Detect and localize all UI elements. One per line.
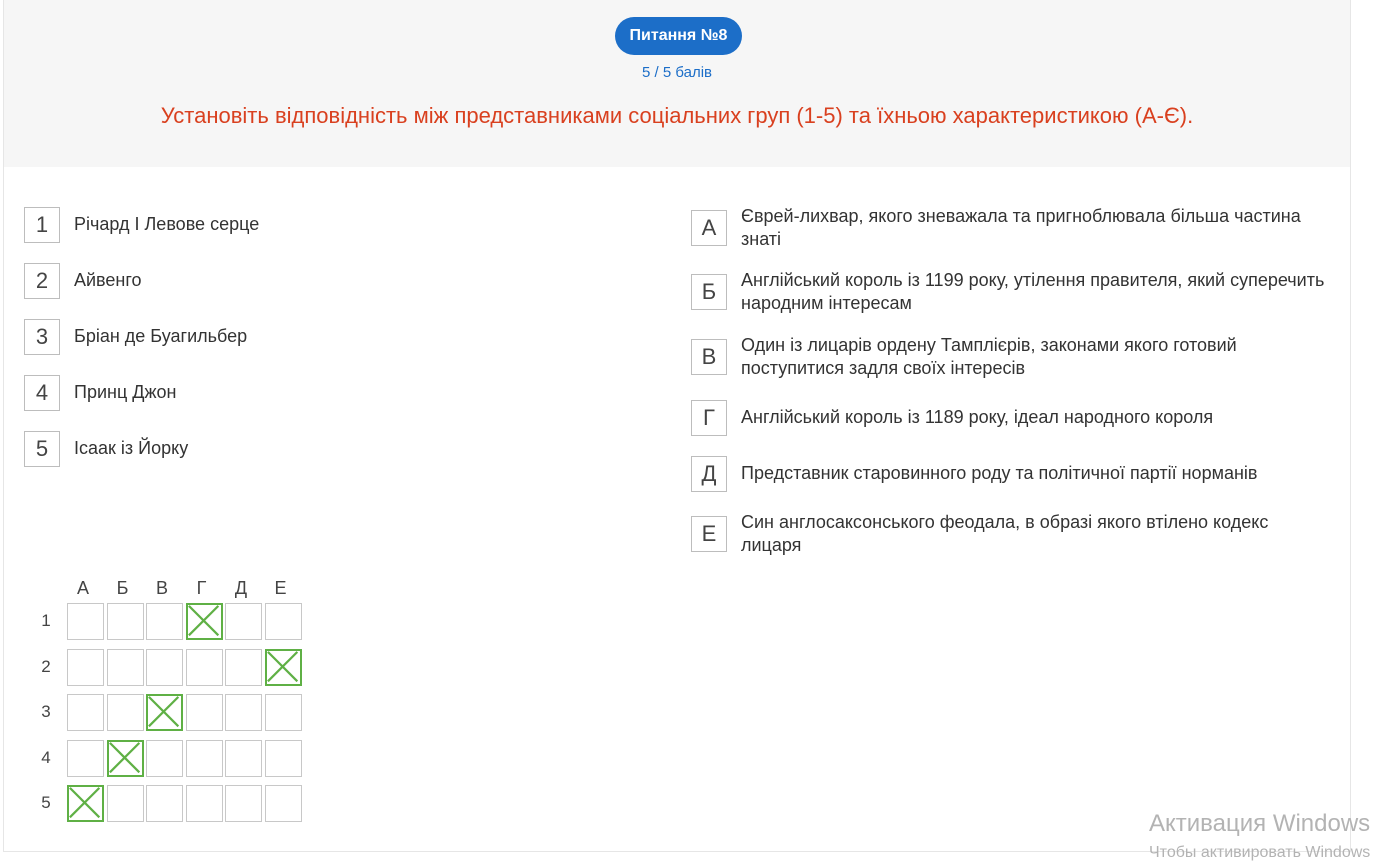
right-item-text: Один із лицарів ордену Тамплієрів, законами якого готовий поступитися задля своїх інтересів xyxy=(741,335,1237,378)
grid-cell[interactable] xyxy=(265,740,302,777)
windows-activation-title: Активация Windows xyxy=(1149,810,1371,837)
grid-row-header: 4 xyxy=(41,747,51,767)
left-item-text: Бріан де Буагильбер xyxy=(74,326,248,346)
grid-cell[interactable] xyxy=(265,785,302,822)
grid-cell[interactable] xyxy=(225,649,262,686)
cross-mark-icon xyxy=(188,605,221,638)
right-item-letter: Б xyxy=(691,274,727,310)
grid-cell[interactable] xyxy=(146,785,183,822)
grid-cell[interactable] xyxy=(225,740,262,777)
left-item-number: 4 xyxy=(24,375,60,411)
right-item-text: Єврей-лихвар, якого зневажала та пригноблювала більша частина знаті xyxy=(741,206,1301,249)
grid-cell[interactable] xyxy=(67,694,104,731)
left-item-number: 1 xyxy=(24,207,60,243)
left-item-text: Айвенго xyxy=(74,270,142,290)
right-item xyxy=(691,269,1331,315)
left-item-text: Річард І Левове серце xyxy=(74,214,260,234)
cross-mark-icon xyxy=(267,651,300,684)
right-item-letter: А xyxy=(691,210,727,246)
left-item xyxy=(24,263,142,299)
left-item xyxy=(24,431,188,467)
left-item xyxy=(24,207,259,243)
grid-cell[interactable] xyxy=(67,603,104,640)
right-item-letter: Д xyxy=(691,456,727,492)
left-item-text: Ісаак із Йорку xyxy=(74,438,189,458)
left-item-number: 5 xyxy=(24,431,60,467)
grid-row-header: 5 xyxy=(41,793,51,812)
right-item-text: Представник старовинного роду та політичної партії норманів xyxy=(741,463,1258,483)
grid-cell[interactable] xyxy=(225,785,262,822)
grid-cell[interactable] xyxy=(186,694,223,731)
question-number-badge[interactable]: Питання №8 xyxy=(615,17,742,55)
right-item-text: Англійський король із 1199 року, утілення правителя, який суперечить народним інтересам xyxy=(741,270,1325,313)
grid-cell[interactable] xyxy=(265,694,302,731)
grid-row-header: 3 xyxy=(41,702,51,721)
grid-column-header: Д xyxy=(234,578,248,598)
grid-cell[interactable] xyxy=(67,649,104,686)
grid-cell[interactable] xyxy=(146,740,183,777)
grid-cell[interactable] xyxy=(107,603,144,640)
grid-row-header: 2 xyxy=(41,656,51,676)
question-text: Установіть відповідність між представниками соціальних груп (1-5) та їхньою характеристикою (А-Є). xyxy=(160,103,1194,128)
cross-mark-icon xyxy=(148,696,181,729)
windows-activation-subtitle: Чтобы активировать Windows xyxy=(1149,844,1371,861)
right-item xyxy=(691,334,1331,380)
grid-cell[interactable] xyxy=(67,740,104,777)
grid-cell[interactable] xyxy=(225,603,262,640)
grid-row-header: 1 xyxy=(41,611,51,630)
question-header xyxy=(4,0,1350,167)
grid-cell[interactable] xyxy=(146,649,183,686)
left-item-number: 2 xyxy=(24,263,60,299)
right-item-letter: В xyxy=(691,339,727,375)
right-item xyxy=(691,205,1331,251)
cross-mark-icon xyxy=(109,742,142,775)
grid-column-header: Г xyxy=(196,578,207,598)
grid-cell[interactable] xyxy=(107,785,144,822)
left-item-number: 3 xyxy=(24,319,60,355)
grid-cell-selected[interactable] xyxy=(146,694,183,731)
right-item xyxy=(691,511,1331,557)
grid-cell[interactable] xyxy=(186,649,223,686)
right-item-letter: Е xyxy=(691,516,727,552)
grid-cell[interactable] xyxy=(186,785,223,822)
question-score: 5 / 5 балів xyxy=(642,64,712,81)
grid-cell[interactable] xyxy=(146,603,183,640)
grid-cell-selected[interactable] xyxy=(186,603,223,640)
left-item-text: Принц Джон xyxy=(74,382,177,402)
grid-cell-selected[interactable] xyxy=(67,785,104,822)
grid-column-header: А xyxy=(76,578,89,598)
left-item xyxy=(24,375,176,411)
cross-mark-icon xyxy=(69,787,102,820)
grid-cell[interactable] xyxy=(186,740,223,777)
right-item xyxy=(691,456,1331,492)
grid-cell[interactable] xyxy=(265,603,302,640)
question-card xyxy=(3,0,1351,852)
right-item-text: Син англосаксонського феодала, в образі якого втілено кодекс лицаря xyxy=(741,512,1269,555)
grid-cell[interactable] xyxy=(225,694,262,731)
grid-cell-selected[interactable] xyxy=(107,740,144,777)
grid-cell-selected[interactable] xyxy=(265,649,302,686)
right-item-letter: Г xyxy=(691,400,727,436)
left-item xyxy=(24,319,247,355)
grid-column-header: Б xyxy=(116,578,129,598)
grid-column-header: Е xyxy=(274,578,287,598)
grid-column-header: В xyxy=(155,578,168,598)
right-item xyxy=(691,400,1331,436)
grid-cell[interactable] xyxy=(107,694,144,731)
grid-cell[interactable] xyxy=(107,649,144,686)
right-item-text: Англійський король із 1189 року, ідеал народного короля xyxy=(741,407,1214,427)
